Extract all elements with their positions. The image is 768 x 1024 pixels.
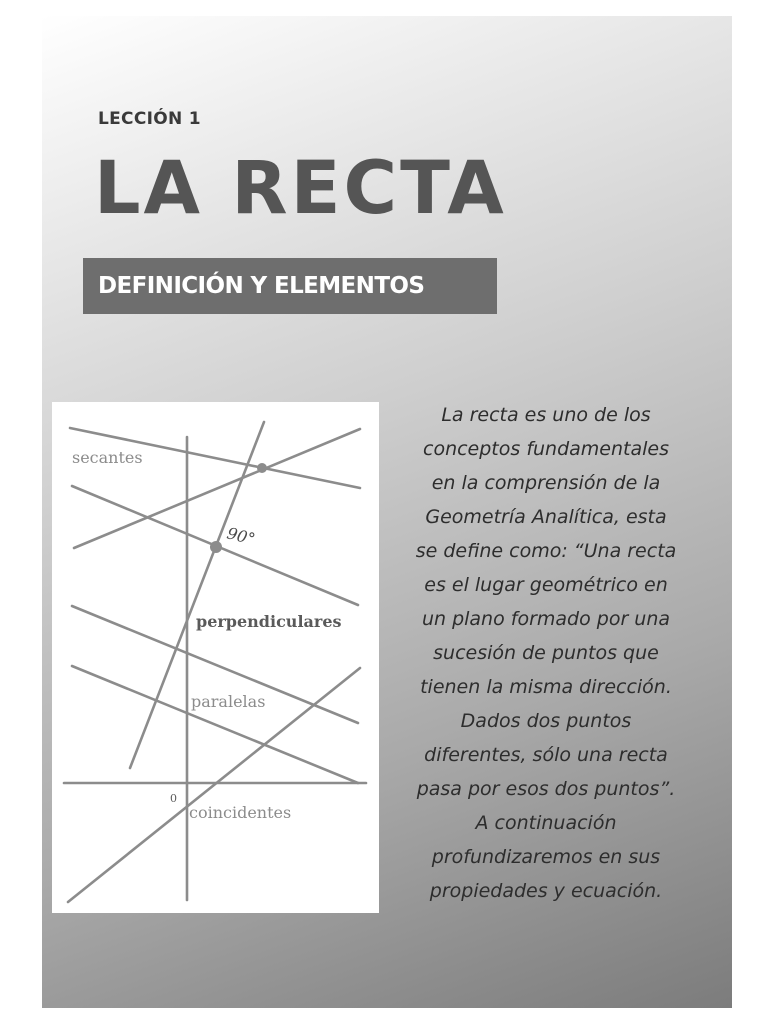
description-line: diferentes, sólo una recta [424,744,668,766]
label-angle: 90° [225,523,258,549]
description-line: profundizaremos en sus [431,846,661,868]
label-perpendiculares: perpendiculares [196,612,342,631]
lines-diagram-svg [52,402,379,913]
description-line: La recta es uno de los [441,404,651,426]
label-paralelas: paralelas [191,692,266,711]
label-coincidentes: coincidentes [189,803,292,822]
description-line: Dados dos puntos [460,710,632,732]
perpendicular-intersection-point [210,541,222,553]
secant-intersection-point [257,463,267,473]
description-line: tienen la misma dirección. [420,676,672,698]
description-line: pasa por esos dos puntos”. [416,778,676,800]
subtitle-text: DEFINICIÓN Y ELEMENTOS [98,273,425,299]
main-title: LA RECTA [94,146,507,231]
description-line: A continuación [475,812,617,834]
description-line: sucesión de puntos que [433,642,659,664]
parallel-line-2 [72,666,358,783]
description-line: en la comprensión de la [431,472,661,494]
description-line: es el lugar geométrico en [424,574,668,596]
secant-line-2 [74,429,360,548]
description-paragraph [390,398,702,908]
label-origin: 0 [170,792,177,805]
lines-diagram [52,402,379,913]
label-secantes: secantes [72,448,143,467]
lesson-label: LECCIÓN 1 [98,109,201,129]
description-line: Geometría Analítica, esta [425,506,667,528]
description-line: propiedades y ecuación. [429,880,663,902]
page [42,16,732,1008]
description-line: conceptos fundamentales [423,438,669,460]
description-line: se define como: “Una recta [415,540,677,562]
description-line: un plano formado por una [421,608,671,630]
subtitle-banner [83,258,497,314]
